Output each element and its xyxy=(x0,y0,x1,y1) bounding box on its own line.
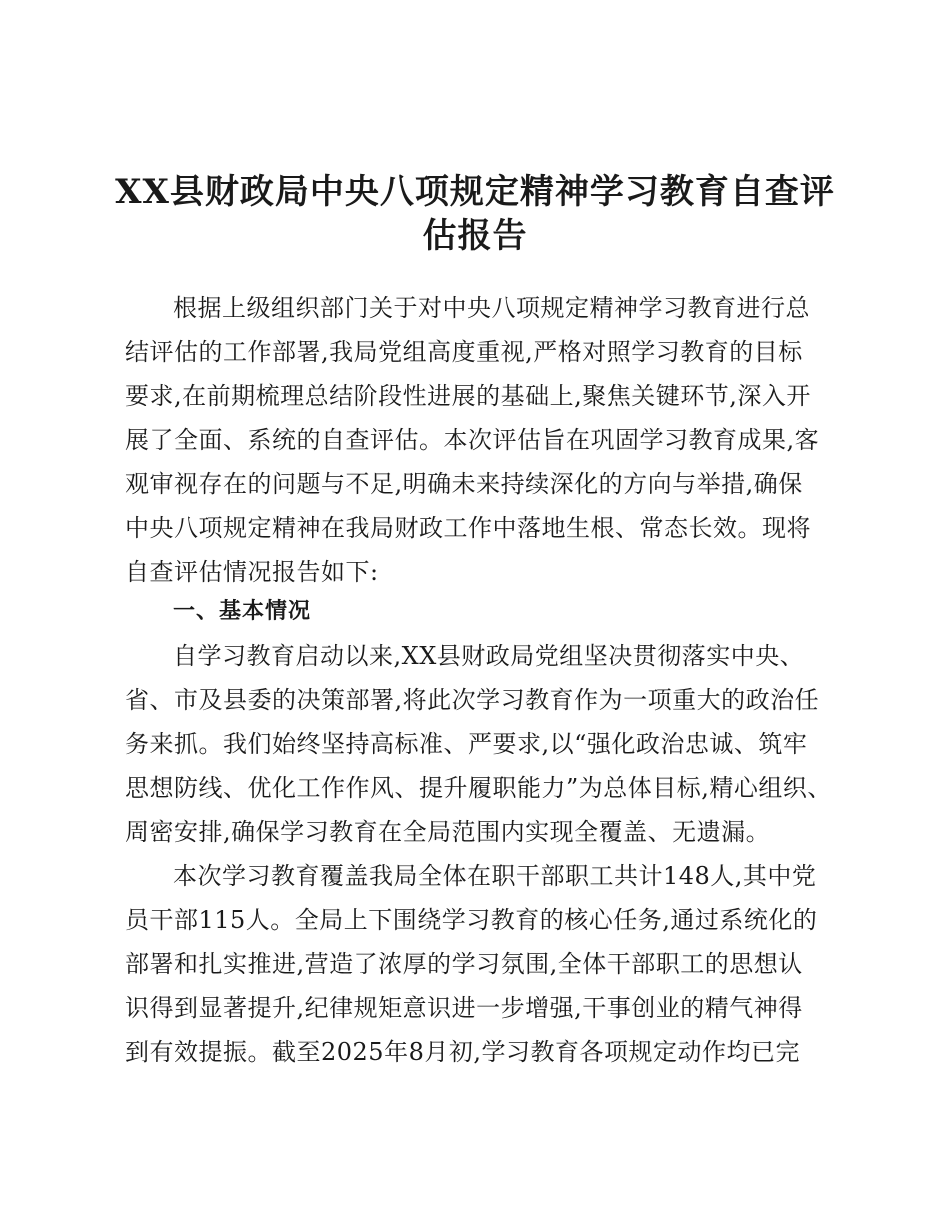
paragraph-line: 中央八项规定精神在我局财政工作中落地生根、常态长效。现将 xyxy=(125,514,811,542)
paragraph-line: 思想防线、优化工作作风、提升履职能力”为总体目标,精心组织、 xyxy=(125,774,832,802)
paragraph-line: 自查评估情况报告如下: xyxy=(125,558,379,586)
document-title-line-1: XX县财政局中央八项规定精神学习教育自查评 xyxy=(115,172,835,212)
paragraph-line: 部署和扎实推进,营造了浓厚的学习氛围,全体干部职工的思想认 xyxy=(125,950,803,978)
paragraph-line: 周密安排,确保学习教育在全局范围内实现全覆盖、无遗漏。 xyxy=(125,818,771,846)
paragraph-line: 展了全面、系统的自查评估。本次评估旨在巩固学习教育成果,客 xyxy=(125,426,820,454)
paragraph-line: 要求,在前期梳理总结阶段性进展的基础上,聚焦关键环节,深入开 xyxy=(125,382,811,410)
paragraph-line: 务来抓。我们始终坚持高标准、严要求,以“强化政治忠诚、筑牢 xyxy=(125,730,808,758)
document-title-line-2: 估报告 xyxy=(422,216,528,256)
paragraph-line: 识得到显著提升,纪律规矩意识进一步增强,干事创业的精气神得 xyxy=(125,994,803,1022)
paragraph-line: 省、市及县委的决策部署,将此次学习教育作为一项重大的政治任 xyxy=(125,686,820,714)
paragraph-line: 根据上级组织部门关于对中央八项规定精神学习教育进行总 xyxy=(173,294,810,322)
paragraph-line: 观审视存在的问题与不足,明确未来持续深化的方向与举措,确保 xyxy=(125,470,803,498)
paragraph-line: 结评估的工作部署,我局党组高度重视,严格对照学习教育的目标 xyxy=(125,338,803,366)
paragraph-line: 自学习教育启动以来,XX县财政局党组坚决贯彻落实中央、 xyxy=(173,642,805,670)
section-heading: 一、基本情况 xyxy=(173,599,312,624)
paragraph-line: 员干部115人。全局上下围绕学习教育的核心任务,通过系统化的 xyxy=(125,906,818,934)
paragraph-line: 本次学习教育覆盖我局全体在职干部职工共计148人,其中党 xyxy=(173,862,817,890)
paragraph-line: 到有效提振。截至2025年8月初,学习教育各项规定动作均已完 xyxy=(125,1038,800,1066)
